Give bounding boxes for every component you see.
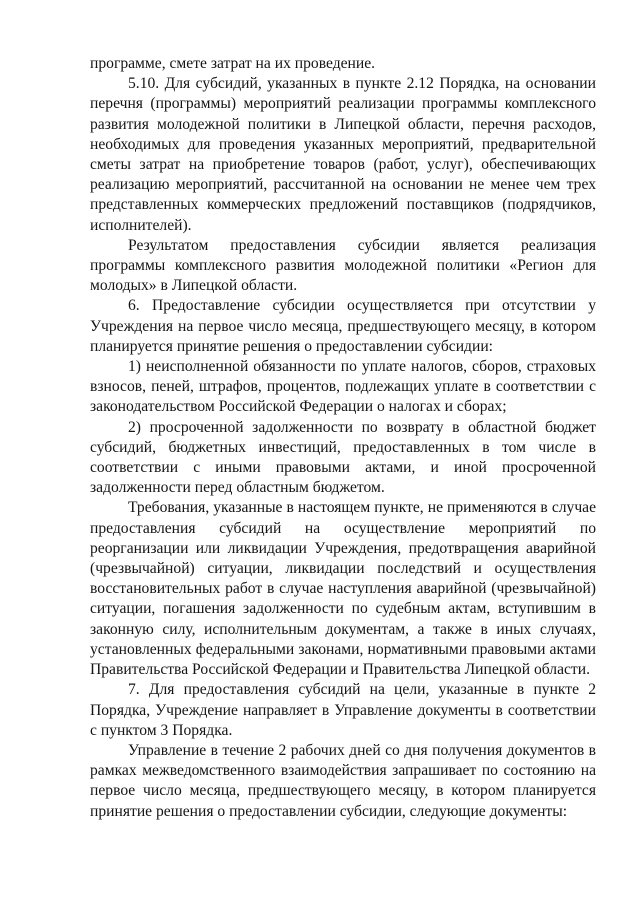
- paragraph-continuation: программе, смете затрат на их проведение.: [90, 55, 376, 72]
- paragraph-6-item-2: 2) просроченной задолженности по возврату в областной бюджет субсидий, бюджетных инвестиций, предоставленных в том числе в соответствии с иными правовыми актами, и иной просроченной задолженности перед областным бюджетом.: [90, 418, 596, 497]
- paragraph-6: 6. Предоставление субсидии осуществляется при отсутствии у Учреждения на первое число месяца, предшествующего месяцу, в котором планируется принятие решения о предоставлении субсидии:: [90, 297, 596, 355]
- paragraph-requirements: Требования, указанные в настоящем пункте, не применяются в случае предоставления субсидий на осуществление мероприятий по реорганизации или ликвидации Учреждения, предотвращения аварийной (чрезвычайной) ситуации, ликвидации последствий и осуществления восстановительных работ в случае наступления аварийной (чрезвычайной) ситуации, погашения задолженности по судебным актам, вступившим в законную силу, исполнительным документам, а также в иных случаях, установленных федеральными законами, нормативными правовыми актами Правительства Российской Федерации и Правительства Липецкой области.: [90, 499, 596, 679]
- paragraph-management: Управление в течение 2 рабочих дней со дня получения документов в рамках межведомственного взаимодействия запрашивает по состоянию на первое число месяца, предшествующего месяцу, в котором планируется принятие решения о предоставлении субсидии, следующие документы:: [90, 741, 596, 820]
- paragraph-5-10: 5.10. Для субсидий, указанных в пункте 2.12 Порядка, на основании перечня (программы) мероприятий реализации программы комплексного развития молодежной политики в Липецкой области, перечня расходов, необходимых для проведения указанных мероприятий, предварительной сметы затрат на приобретение товаров (работ, услуг), обеспечивающих реализацию мероприятий, рассчитанной на основании не менее чем трех представленных коммерческих предложений поставщиков (подрядчиков, исполнителей).: [90, 75, 596, 234]
- paragraph-result: Результатом предоставления субсидии является реализация программы комплексного развития молодежной политики «Регион для молодых» в Липецкой области.: [90, 236, 596, 295]
- paragraph-6-item-1: 1) неисполненной обязанности по уплате налогов, сборов, страховых взносов, пеней, штрафов, процентов, подлежащих уплате в соответствии с законодательством Российской Федерации о налогах и сборах;: [90, 358, 596, 416]
- document-body: [90, 54, 596, 822]
- paragraph-7: 7. Для предоставления субсидий на цели, указанные в пункте 2 Порядка, Учреждение направляет в Управление документы в соответствии с пунктом 3 Порядка.: [90, 681, 596, 739]
